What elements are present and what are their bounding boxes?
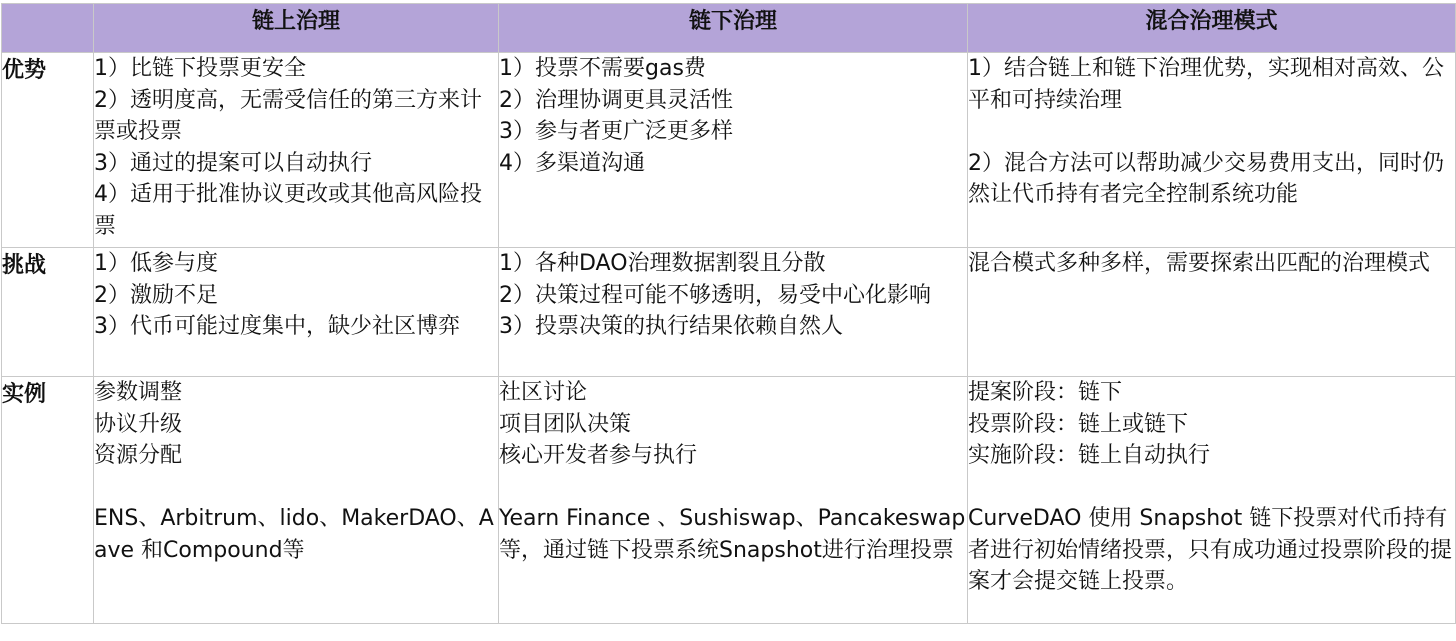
cell-line: 4）多渠道沟通 [499,150,645,176]
row-label-challenges: 挑战 [2,248,94,377]
cell-line [968,116,1455,148]
cell-line: 项目团队决策 [499,411,632,437]
cell-line: 协议升级 [94,411,183,437]
header-row [2,4,1456,53]
cell-line: 1）低参与度 [94,251,218,276]
table-row [2,377,1456,624]
cell-line: 3）代币可能过度集中，缺少社区博弈 [94,314,460,339]
cell-line: 核心开发者参与执行 [499,443,698,468]
cell-line: 2）混合方法可以帮助减少交易费用支出，同时仍然让代币持有者完全控制系统功能 [968,150,1444,207]
cell-offchain-advantages [499,53,968,248]
cell-line: 3）投票决策的执行结果依赖自然人 [499,314,843,339]
cell-line: 提案阶段：链下 [968,380,1123,405]
cell-offchain-challenges [499,248,968,377]
cell-line: ENS、Arbitrum、lido、MakerDAO、Aave 和Compound等 [94,506,494,563]
cell-offchain-examples [499,377,968,624]
row-label-advantages: 优势 [2,53,94,248]
cell-onchain-advantages [94,53,499,248]
cell-line: CurveDAO 使用 Snapshot 链下投票对代币持有者进行初始情绪投票，只有成功通过投票阶段的提案才会提交链上投票。 [968,506,1453,594]
cell-onchain-challenges [94,248,499,377]
cell-line: 2）决策过程可能不够透明，易受中心化影响 [499,282,931,308]
cell-line: 社区讨论 [499,380,588,405]
cell-line: 1）各种DAO治理数据割裂且分散 [499,251,826,276]
table-row [2,53,1456,248]
cell-line: 实施阶段：链上自动执行 [968,443,1211,468]
cell-line: 2）透明度高，无需受信任的第三方来计票或投票 [94,87,482,144]
cell-line: 参数调整 [94,380,183,405]
cell-line [968,472,1455,504]
cell-hybrid-examples [968,377,1456,624]
cell-line: 1）投票不需要gas费 [499,56,706,81]
row-label-examples: 实例 [2,377,94,624]
governance-comparison-table [1,3,1456,624]
header-hybrid: 混合治理模式 [968,4,1456,53]
cell-line: 2）激励不足 [94,282,218,308]
cell-line [94,472,498,504]
cell-line: 2）治理协调更具灵活性 [499,87,733,113]
header-offchain: 链下治理 [499,4,968,53]
corner-header [2,4,94,53]
cell-onchain-examples [94,377,499,624]
cell-line: Yearn Finance 、Sushiswap、Pancakeswap等，通过链下投票系统Snapshot进行治理投票 [499,506,966,563]
cell-line: 投票阶段：链上或链下 [968,411,1189,437]
header-onchain: 链上治理 [94,4,499,53]
cell-hybrid-advantages [968,53,1456,248]
cell-line: 4）适用于批准协议更改或其他高风险投票 [94,182,482,239]
cell-line: 1）比链下投票更安全 [94,56,306,81]
cell-line: 3）参与者更广泛更多样 [499,119,733,144]
table-row [2,248,1456,377]
cell-line: 1）结合链上和链下治理优势，实现相对高效、公平和可持续治理 [968,56,1444,113]
cell-line: 混合模式多种多样，需要探索出匹配的治理模式 [968,251,1431,276]
cell-line: 3）通过的提案可以自动执行 [94,150,372,176]
cell-line: 资源分配 [94,443,183,468]
cell-line [499,472,967,504]
cell-hybrid-challenges [968,248,1456,377]
